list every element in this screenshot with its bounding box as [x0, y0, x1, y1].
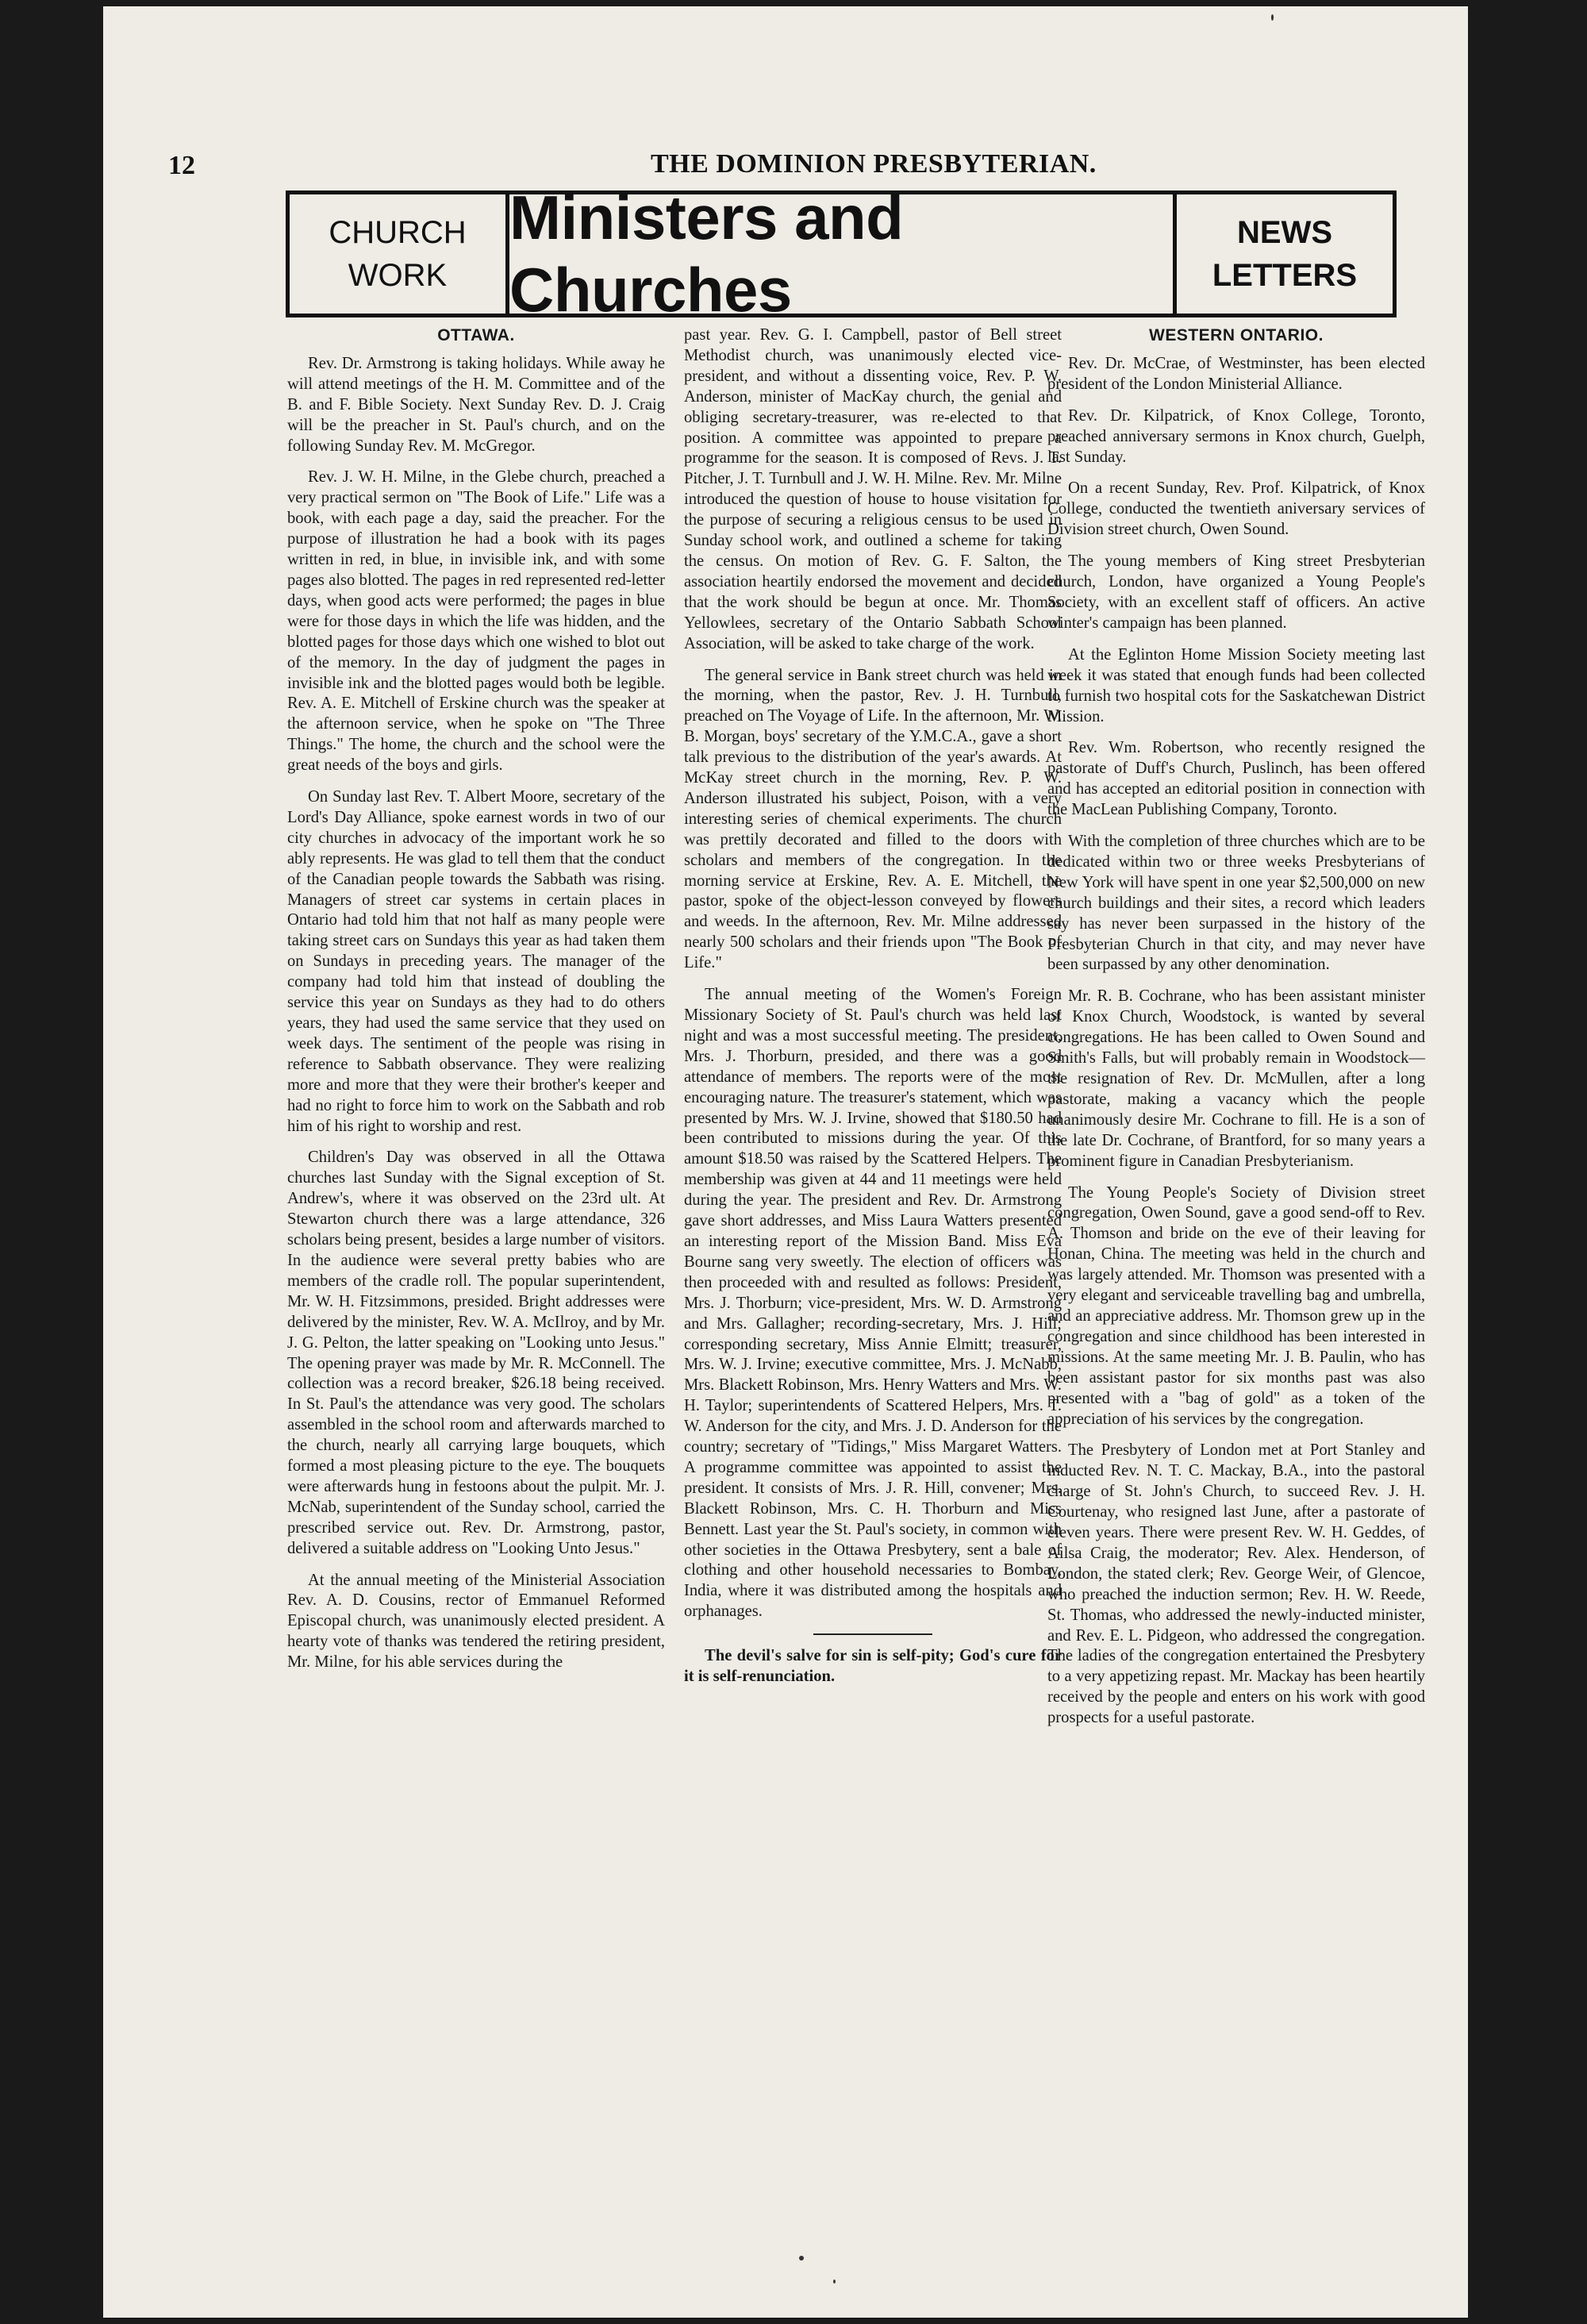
banner-title: Ministers and Churches [509, 183, 904, 325]
column-middle [684, 325, 1062, 1699]
page-speck [1271, 14, 1274, 21]
banner-right-box [1177, 194, 1393, 314]
article-paragraph: Children's Day was observed in all the Ottawa churches last Sunday with the Signal exception of St. Andrew's, where it was observed on the 23rd ult. At Stewarton church there was a large attendance, 326 scholars being present, besides a large number of visitors. In the audience were several pretty babies who are members of the cradle roll. The popular superintendent, Mr. W. H. Fitzsimmons, presided. Bright addresses were delivered by the minister, Rev. W. A. McIlroy, and by Mr. J. G. Pelton, the latter speaking on "Looking unto Jesus." The opening prayer was made by Mr. R. McConnell. The collection was a record breaker, $26.18 being received. In St. Paul's the attendance was very good. The scholars assembled in the school room and afterwards marched to the church, nearly all carrying large bouquets, which formed a most pleasing picture to the eye. The bouquets were afterwards hung in festoons about the pulpit. Mr. J. McNab, superintendent of the Sunday school, carried the prescribed service out. Rev. Dr. Armstrong, pastor, delivered a suitable address on "Looking Unto Jesus." [287, 1149, 665, 1557]
article-paragraph: Rev. J. W. H. Milne, in the Glebe church, preached a very practical sermon on "The Book of Life." Life was a book, with each page a day, said the preacher. For the purpose of illustration he had a book with its pages written in red, in blue, in invisible ink, and with some pages also blotted. The pages in red represented red-letter days, when good acts were performed; the pages in blue were for those days in which the life was hidden, and the blotted pages for those days which one wished to blot out of the memory. In the day of judgment the pages in invisible ink and the blotted pages would both be legible. Rev. A. E. Mitchell of Erskine church was the speaker at the afternoon service, when he spoke on "The Three Things." The home, the church and the school were the great needs of the boys and girls. [287, 468, 665, 775]
article-paragraph: With the completion of three churches which are to be dedicated within two or three weeks Presbyterians of New York will have spent in one year $2,500,000 on new church buildings and their sites, a record which leaders say has never been surpassed in the history of the Presbyterian Church in that city, and may never have been surpassed by any other denomination. [1047, 833, 1425, 974]
column-western-ontario [1047, 325, 1425, 1740]
closing-maxim: The devil's salve for sin is self-pity; God's cure for it is self-renunciation. [684, 1647, 1062, 1686]
article-paragraph: past year. Rev. G. I. Campbell, pastor of Bell street Methodist church, was unanimously elected vice-president, and without a dissenting voice, Rev. P. W. Anderson, minister of MacKay church, the genial and obliging secretary-treasurer, was re-elected to that position. A committee was appointed to prepare a programme for the season. It is composed of Revs. J. T. Pitcher, J. T. Turnbull and J. W. H. Milne. Rev. Mr. Milne introduced the question of house to house visitation for the purpose of securing a religious census to be used in Sunday school work, and outlined a scheme for taking the census. On motion of Rev. G. F. Salton, the association heartily endorsed the movement and decided that the work should be begun at once. Mr. Thomas Yellowlees, secretary of the Ontario Sabbath School Association, will be asked to take charge of the work. [684, 326, 1062, 652]
article-paragraph: The annual meeting of the Women's Foreign Missionary Society of St. Paul's church was held last night and was a most successful meeting. The president, Mrs. J. Thorburn, presided, and there was a good attendance of members. The reports were of the most encouraging nature. The treasurer's statement, which was presented by Mrs. W. J. Irvine, showed that $180.50 had been contributed to missions during the year. Of this amount $18.50 was raised by the Scattered Helpers. The membership was given at 44 and 11 meetings were held during the year. The president and Rev. Dr. Armstrong gave short addresses, and Miss Laura Watters presented an interesting report of the Mission Band. Miss Eva Bourne sang very sweetly. The election of officers was then proceeded with and resulted as follows: President, Mrs. J. Thorburn; vice-president, Mrs. W. D. Armstrong and Mrs. Gallagher; recording-secretary, Mrs. J. Hill; corresponding secretary, Miss Annie Elmitt; treasurer, Mrs. W. J. Irvine; executive committee, Mrs. J. McNabb, Mrs. Blackett Robinson, Mrs. Henry Watters and Mrs. W. H. Taylor; superintendents of Scattered Helpers, Mrs. T. W. Anderson for the city, and Mrs. J. D. Anderson for the country; secretary of "Tidings," Miss Margaret Watters. A programme committee was appointed to assist the president. It consists of Mrs. J. R. Hill, convener; Mrs. Blackett Robinson, Mrs. C. H. Thorburn and Miss Bennett. Last year the St. Paul's society, in common with other societies in the Ottawa Presbytery, sent a bale of clothing and other household necessaries to Bombay, India, where it was distributed among the hospitals and orphanages. [684, 986, 1062, 1621]
divider-rule [813, 1633, 932, 1635]
banner-title-box [505, 183, 1177, 325]
page-number: 12 [168, 151, 195, 180]
section-heading-western-ontario: WESTERN ONTARIO. [1149, 326, 1324, 344]
article-paragraph: Rev. Wm. Robertson, who recently resigned the pastorate of Duff's Church, Puslinch, has been offered and has accepted an editorial position in connection with the MacLean Publishing Company, Toronto. [1047, 739, 1425, 819]
column-ottawa [287, 325, 665, 1684]
article-paragraph: On a recent Sunday, Rev. Prof. Kilpatrick, of Knox College, conducted the twentieth aniversary services of Division street church, Owen Sound. [1047, 479, 1425, 539]
banner-right-line2: LETTERS [1212, 258, 1358, 293]
article-paragraph: Rev. Dr. McCrae, of Westminster, has been elected president of the London Ministerial Alliance. [1047, 354, 1425, 393]
article-paragraph: Rev. Dr. Armstrong is taking holidays. While away he will attend meetings of the H. M. Committee and of the B. and F. Bible Society. Next Sunday Rev. D. J. Craig will be the preacher in St. Paul's church, and on the following Sunday Rev. M. McGregor. [287, 354, 665, 455]
article-paragraph: Mr. R. B. Cochrane, who has been assistant minister of Knox Church, Woodstock, is wanted by several congregations. He has been called to Owen Sound and Smith's Falls, but will probably remain in Woodstock—the resignation of Rev. Dr. McMullen, after a long pastorate, making a vacancy which the people unanimously desire Mr. Cochrane to fill. He is a son of the late Dr. Cochrane, of Brantford, for so many years a prominent figure in Canadian Presbyterianism. [1047, 987, 1425, 1170]
article-paragraph: On Sunday last Rev. T. Albert Moore, secretary of the Lord's Day Alliance, spoke earnest words in two of our city churches in advocacy of the important work he so ably represents. He was glad to tell them that the conduct of the Canadian people towards the Sabbath was rising. Managers of street car systems in certain places in Ontario had told him that not half as many people were taking street cars on Sundays this year as had taken them on Sundays in preceding years. The manager of the company had told him that instead of doubling the service this year on Sundays as they had to do others years, they had used the same service that they used on week days. The sentiment of the people was rising in reference to Sabbath observance. They were realizing more and more that they were their brother's keeper and had no right to force him to work on the Sabbath and rob him of his right to worship and rest. [287, 788, 665, 1135]
article-paragraph: The Presbytery of London met at Port Stanley and inducted Rev. N. T. C. Mackay, B.A., into the pastoral charge of St. John's Church, to succeed Rev. J. H. Courtenay, who resigned last June, after a pastorate of eleven years. There were present Rev. W. H. Geddes, of Ailsa Craig, the moderator; Rev. Alex. Henderson, of London, the stated clerk; Rev. George Weir, of Glencoe, who preached the induction sermon; Rev. H. W. Reede, St. Thomas, who addressed the newly-inducted minister, and Rev. E. L. Pidgeon, who addressed the congregation. The ladies of the congregation entertained the Presbytery to a very appetizing repast. Mr. Mackay has been heartily received by the people and enters on his work with good prospects for a useful pastorate. [1047, 1441, 1425, 1727]
running-head: THE DOMINION PRESBYTERIAN. [651, 149, 1097, 179]
article-paragraph: The Young People's Society of Division street congregation, Owen Sound, gave a good send-off to Rev. A. Thomson and bride on the eve of their leaving for Honan, China. The meeting was held in the church and was largely attended. Mr. Thomson was presented with a very elegant and serviceable travelling bag and umbrella, and an appreciative address. Mr. Thomson grew up in the congregation and since childhood has been interested in missions. At the same meeting Mr. J. B. Paulin, who has been assistant pastor for six months past was also presented with a "bag of gold" as a token of the appreciation of his services by the congregation. [1047, 1183, 1425, 1428]
article-paragraph: The young members of King street Presbyterian church, London, have organized a Young People's Society, with an excellent staff of officers. An active winter's campaign has been planned. [1047, 552, 1425, 632]
banner-right-line1: NEWS [1237, 215, 1332, 250]
article-paragraph: At the Eglinton Home Mission Society meeting last week it was stated that enough funds had been collected to furnish two hospital cots for the Saskatchewan District Mission. [1047, 645, 1425, 725]
section-banner [286, 183, 1397, 325]
page-speck [799, 2256, 804, 2261]
article-paragraph: At the annual meeting of the Ministerial Association Rev. A. D. Cousins, rector of Emmanuel Reformed Episcopal church, was unanimously elected president. A hearty vote of thanks was tendered the retiring president, Mr. Milne, for his able services during the [287, 1571, 665, 1672]
banner-left-line1: CHURCH [329, 215, 467, 250]
page-speck [833, 2280, 836, 2284]
article-paragraph: Rev. Dr. Kilpatrick, of Knox College, Toronto, preached anniversary sermons in Knox church, Guelph, last Sunday. [1047, 406, 1425, 466]
article-paragraph: The general service in Bank street church was held in the morning, when the pastor, Rev. J. H. Turnbull, preached on The Voyage of Life. In the afternoon, Mr. W. B. Morgan, boys' secretary of the Y.M.C.A., gave a short talk previous to the distribution of the year's awards. At McKay street church in the morning, Rev. P. W. Anderson illustrated his subject, Poison, with a very interesting series of chemical experiments. The church was prettily decorated and filled to the doors with scholars and members of the congregation. In the morning service at Erskine, Rev. A. E. Mitchell, the pastor, spoke of the object-lesson conveyed by flowers and weeds. In the afternoon, Rev. Mr. Milne addressed nearly 500 scholars and their friends upon "The Book of Life." [684, 666, 1062, 972]
section-heading-ottawa: OTTAWA. [437, 326, 515, 344]
banner-left-box [290, 194, 505, 314]
banner-left-line2: WORK [348, 258, 448, 293]
